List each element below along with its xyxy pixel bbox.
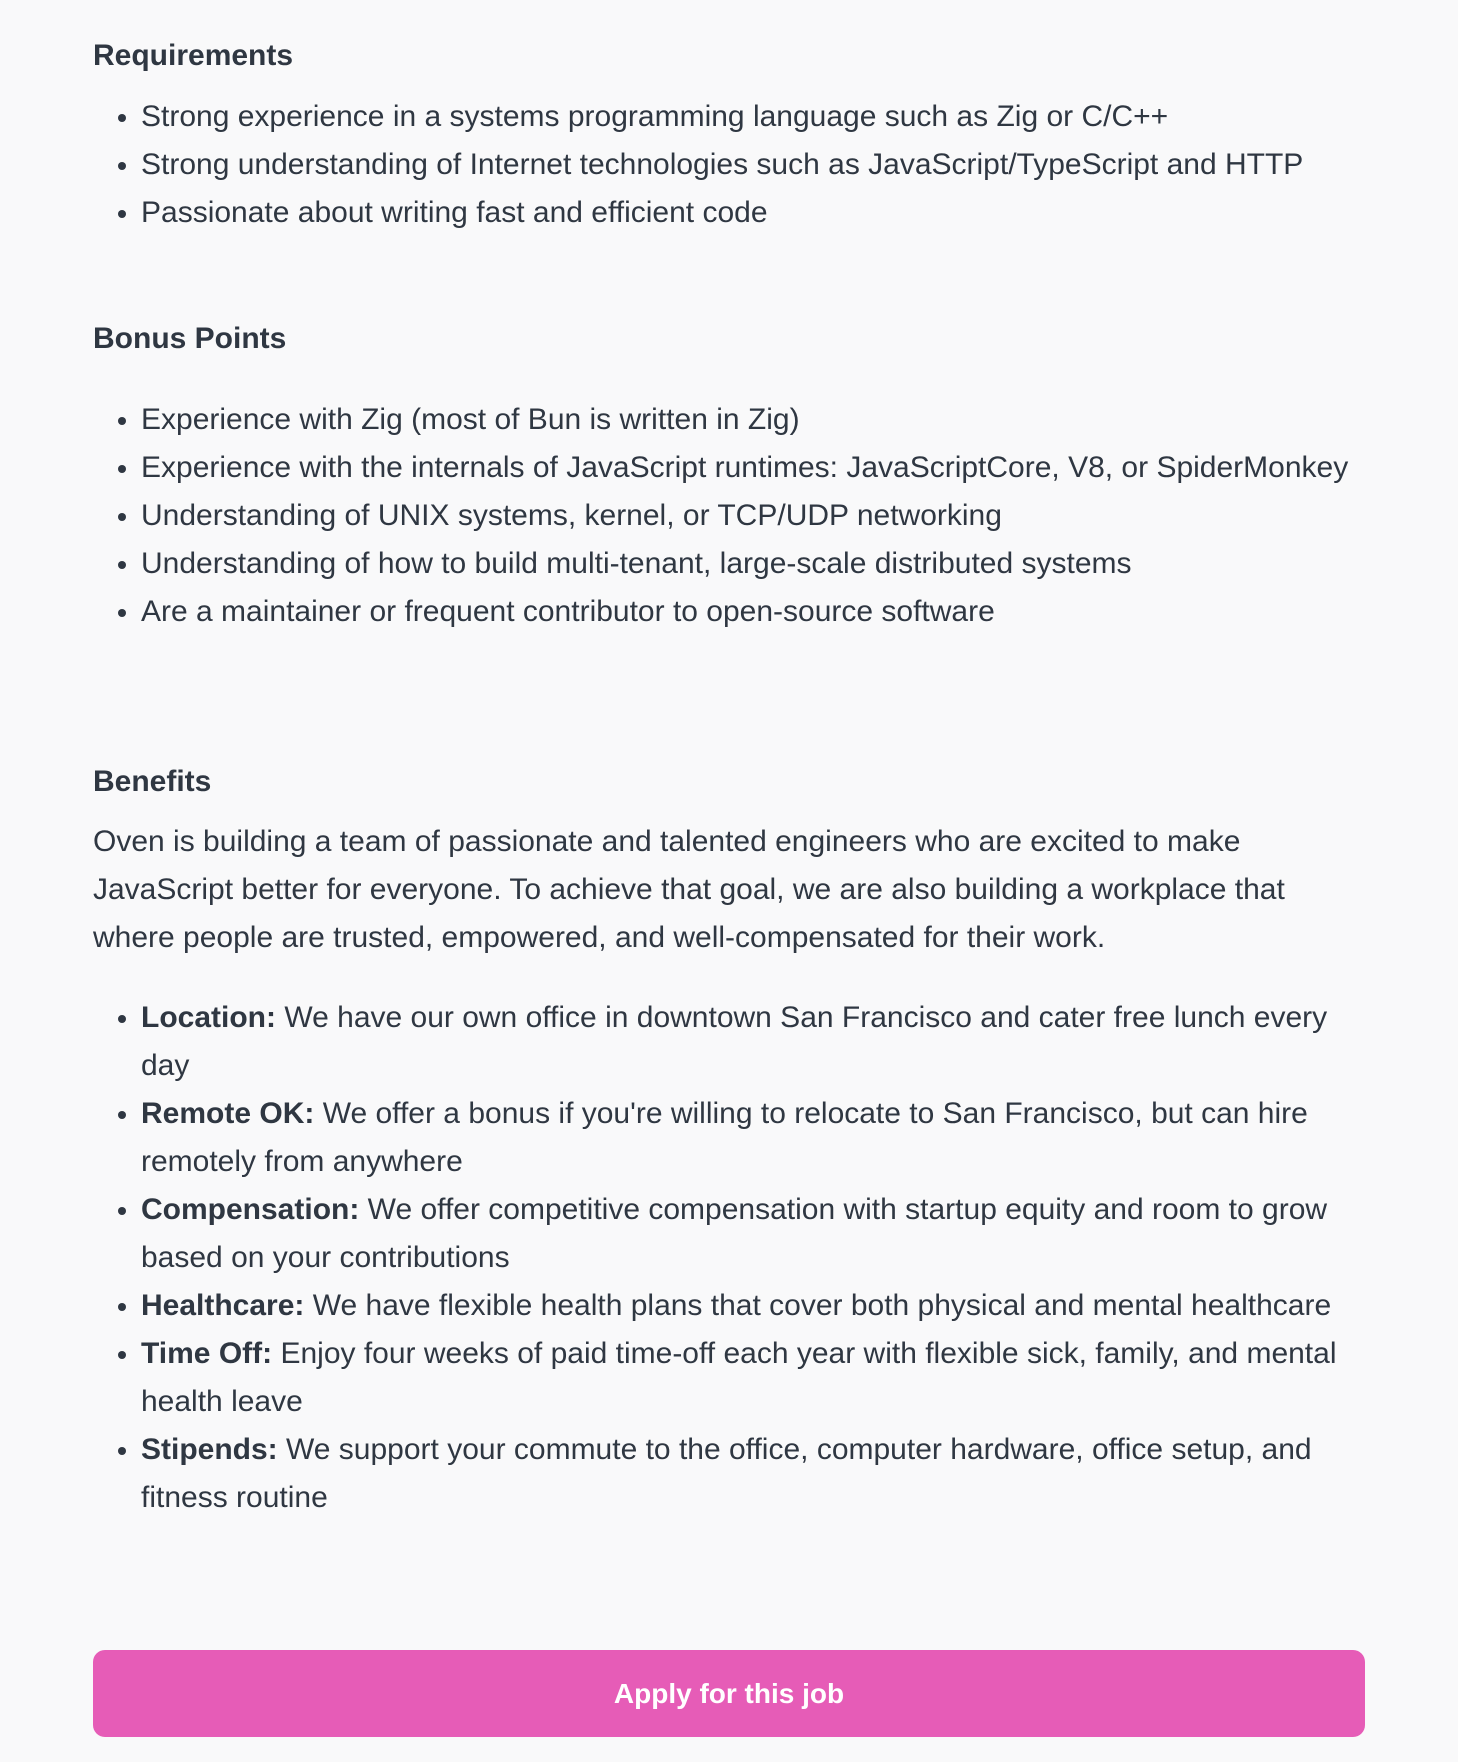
benefit-item-healthcare xyxy=(141,1282,1365,1330)
benefit-label: Time Off: xyxy=(141,1337,273,1370)
list-item: • Strong experience in a systems programming language such as Zig or C/C++ xyxy=(141,93,1365,141)
list-item: • Understanding of UNIX systems, kernel, or TCP/UDP networking xyxy=(141,492,1365,540)
benefit-text: We support your commute to the office, computer hardware, office setup, and fitness routine xyxy=(141,1433,1312,1514)
requirements-heading: Requirements xyxy=(93,39,294,72)
list-item: • Are a maintainer or frequent contributor to open-source software xyxy=(141,588,1365,636)
list-item: • Experience with the internals of JavaScript runtimes: JavaScriptCore, V8, or SpiderMonkey xyxy=(141,444,1365,492)
benefit-item-compensation xyxy=(141,1186,1365,1282)
list-item: • Passionate about writing fast and efficient code xyxy=(141,189,1365,237)
benefit-item-stipends xyxy=(141,1426,1365,1522)
benefit-item-remote xyxy=(141,1090,1365,1186)
benefit-label: Healthcare: xyxy=(141,1289,305,1322)
bonus-points-heading: Bonus Points xyxy=(93,322,287,355)
benefit-item-location xyxy=(141,994,1365,1090)
benefits-heading: Benefits xyxy=(93,765,212,798)
bonus-points-list xyxy=(93,396,1365,636)
benefit-item-time-off xyxy=(141,1330,1365,1426)
benefit-text: We offer a bonus if you're willing to relocate to San Francisco, but can hire remotely from anywhere xyxy=(141,1097,1308,1178)
apply-button[interactable]: Apply for this job xyxy=(93,1650,1365,1737)
benefits-list xyxy=(93,994,1365,1522)
benefit-label: Stipends: xyxy=(141,1433,278,1466)
benefits-intro: Oven is building a team of passionate and talented engineers who are excited to make JavaScript better for everyone. To achieve that goal, we are also building a workplace that where people are trusted, empowered, and well-compensated for their work. xyxy=(93,825,1285,954)
benefit-text: We have our own office in downtown San Francisco and cater free lunch every day xyxy=(141,1001,1328,1082)
benefit-label: Compensation: xyxy=(141,1193,360,1226)
requirements-list xyxy=(93,93,1365,237)
benefit-label: Location: xyxy=(141,1001,276,1034)
list-item: • Experience with Zig (most of Bun is written in Zig) xyxy=(141,396,1365,444)
benefit-text: Enjoy four weeks of paid time-off each year with flexible sick, family, and mental health leave xyxy=(141,1337,1337,1418)
benefit-text: We have flexible health plans that cover both physical and mental healthcare xyxy=(304,1289,1332,1322)
benefit-label: Remote OK: xyxy=(141,1097,315,1130)
benefit-text: We offer competitive compensation with startup equity and room to grow based on your contributions xyxy=(141,1193,1328,1274)
list-item: • Strong understanding of Internet technologies such as JavaScript/TypeScript and HTTP xyxy=(141,141,1365,189)
list-item: • Understanding of how to build multi-tenant, large-scale distributed systems xyxy=(141,540,1365,588)
